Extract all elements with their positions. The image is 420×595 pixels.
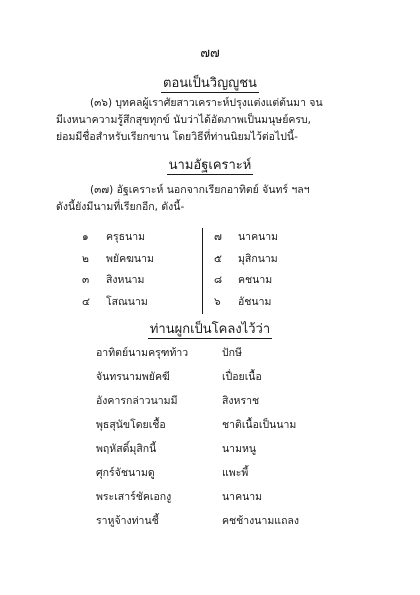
grid-item: ๘ คชนาม	[214, 274, 273, 286]
verse-row: ราหูจ้างท่านชี้ คชช้างนามแถลง	[96, 515, 299, 527]
paragraph-36	[56, 95, 374, 146]
verse-row: ศุกร์จัชนามดู แพะพี้	[96, 467, 249, 479]
grid-item: ๑ ครุธนาม	[82, 231, 146, 243]
grid-item: ๕ มุสิกนาม	[214, 252, 278, 265]
grid-item: ๖ อัชนาม	[214, 295, 272, 308]
verse-row: พฤหัสดิ์มุสิกนี้ นามหนู	[96, 443, 257, 455]
grid-column-left	[82, 228, 203, 314]
page-number: ๗๗	[200, 46, 220, 61]
verse-row: อังคารกล่าวนามมี สิงหราช	[96, 395, 260, 407]
verse-row: อาทิตย์นามครุฑท้าว ปักษี	[96, 347, 242, 359]
verse-row: จันทรนามพยัคฆี เปื่อยเนื้อ	[96, 371, 262, 383]
section-heading-1-text: ตอนเป็นวิญญูชน	[163, 76, 257, 91]
section-heading-3	[0, 318, 420, 339]
grid-item: ๔ โสณนาม	[82, 295, 148, 308]
section-heading-1	[0, 72, 420, 93]
section-heading-2	[0, 154, 420, 175]
section-heading-3-text: ท่านผูกเป็นโคลงไว้ว่า	[149, 322, 271, 337]
paragraph-line: (๓๗) อัฐเคราะห์ นอกจากเรียกอาทิตย์ จันทร์ ฯลฯ	[90, 184, 310, 196]
poem-verse	[96, 344, 376, 536]
grid-item: ๗ นาคนาม	[214, 231, 279, 243]
section-heading-2-text: นามอัฐเคราะห์	[168, 158, 252, 173]
verse-row: พุธสุนัขโดยเชื้อ ชาติเนื้อเป็นนาม	[96, 419, 297, 431]
grid-item: ๓ สิงหนาม	[82, 274, 145, 286]
verse-row: พระเสาร์ชัคเอกงู นาคนาม	[96, 491, 263, 503]
grid-item: ๒ พยัคฆนาม	[82, 252, 154, 265]
paragraph-line: (๓๖) บุทคลผู้เราศัยสาวเคราะห์ปรุงแต่งแต่ต้นมา จน	[90, 97, 323, 109]
paragraph-line: มีเงหนาความรู้สึกสุขทุกข์ นับว่าได้อัตภาพเป็นมนุษย์ครบ,	[56, 114, 312, 126]
paragraph-37	[56, 182, 374, 216]
grid-column-right	[214, 228, 334, 314]
paragraph-line: ดังนี้ยังมีนามที่เรียกอีก, ดังนี้-	[56, 201, 185, 213]
paragraph-line: ย่อมมีชื่อสำหรับเรียกขาน โดยวิธีที่ท่านนิยมไว้ต่อไปนี้-	[56, 131, 298, 143]
